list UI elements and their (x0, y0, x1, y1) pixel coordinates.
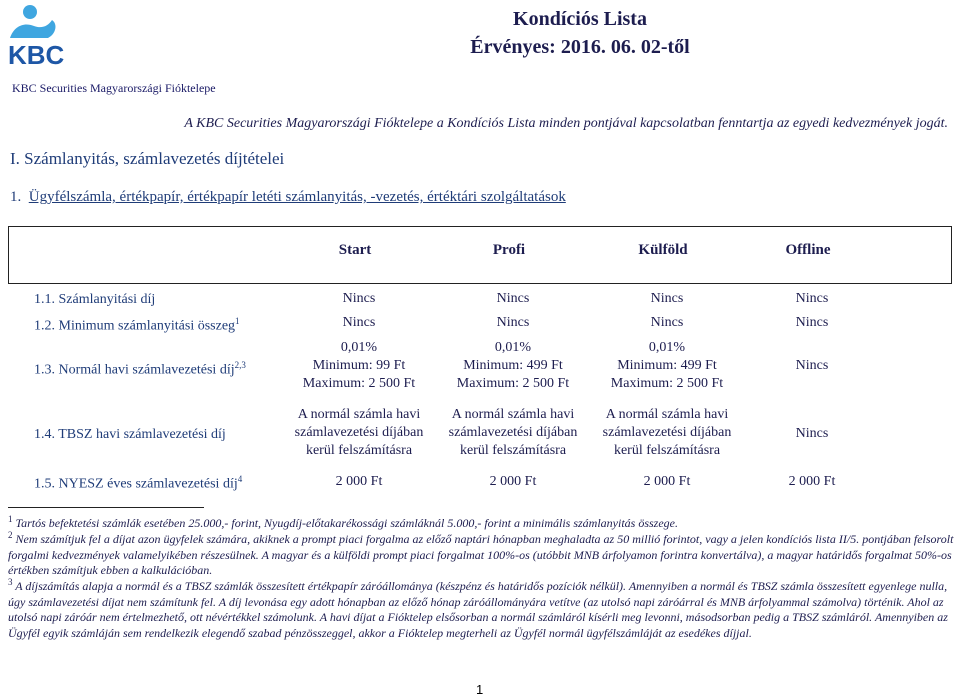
row-label-monthly-account-fee (34, 360, 246, 379)
fee-maximum: Maximum: 2 500 Ft (610, 376, 724, 391)
row-label-text: 1.5. NYESZ éves számlavezetési díj (34, 476, 238, 492)
fee-minimum: Minimum: 99 Ft (312, 358, 406, 373)
footnote-text: Nem számítjuk fel a díjat azon ügyfelek számára, akiknek a prompt piaci forgalma az előző naptári hónapban meghaladta az 50 millió forintot, vagy a jelen kondíciós lista II/5. pontjában felsorolt forgalmi kedvezmények valamelyikében részesülnek. A magyar és a külföldi prompt piaci forgalmat 100%-os (utóbbit MNB árfolyamon forintra konvertálva), a magyar határidős forgalmat 50%-os értékben számítjuk ebben a kalkulációban. (8, 532, 954, 577)
cell-1-4-start (284, 406, 434, 460)
cell-line: A normál számla havi (605, 407, 729, 422)
fee-rate: 0,01% (340, 340, 378, 355)
cell-1-5-profi: 2 000 Ft (489, 474, 537, 489)
column-header-offline: Offline (785, 242, 831, 258)
sub-heading (10, 189, 566, 206)
kbc-logo (8, 4, 78, 68)
intro-text: A KBC Securities Magyarországi Fióktelepe a Kondíciós Lista minden pontjával kapcsolatban fenntartja az egyedi kedvezmények jogát. (184, 116, 948, 131)
cell-1-2-kulfold: Nincs (650, 315, 684, 330)
footnote-text: Tartós befektetési számlák esetében 25.000,- forint, Nyugdíj-előtakarékossági számláknál 5.000,- forint a minimális számlanyitás összege. (15, 516, 679, 530)
cell-line: számlavezetési díjában (448, 425, 578, 440)
footnote-text: A díjszámítás alapja a normál és a TBSZ számlák összesített értékpapír záróállománya (készpénz és határidős pozíciók nélkül). Amennyiben a normál és TBSZ számla összesített egyenlege nulla, úgy számlavezetési díjat nem számítunk fel. A díj levonása egy adott hónapban az előző hónap záróállományára vetítve (az utolsó napi záróárral és MNB árfolyammal számolva) történik. Ahol az utolsó napi záróár nem értelmezhető, ott névértékkel számolunk. A havi díjat a Fióktelep elsősorban a normál számláról kísérli meg levonni, másodsorban pedig a TBSZ számláról. Amennyiben az Ügyfél egyik számláján sem rendelkezik elegendő szabad pénzösszeggel, akkor a Fióktelep megterheli az Ügyfél normál ügyfélszámláját az esedékes díjjal. (8, 579, 948, 640)
cell-line: számlavezetési díjában (602, 425, 732, 440)
fee-maximum: Maximum: 2 500 Ft (456, 376, 570, 391)
footnote-separator (8, 507, 204, 508)
cell-1-1-start: Nincs (342, 291, 376, 306)
fee-minimum: Minimum: 499 Ft (463, 358, 563, 373)
row-label-text: 1.4. TBSZ havi számlavezetési díj (34, 427, 226, 442)
fee-maximum: Maximum: 2 500 Ft (302, 376, 416, 391)
cell-1-3-start (284, 339, 434, 393)
fee-minimum: Minimum: 499 Ft (617, 358, 717, 373)
cell-1-2-start: Nincs (342, 315, 376, 330)
row-label-text: 1.1. Számlanyitási díj (34, 292, 156, 307)
section-heading: I. Számlanyitás, számlavezetés díjtételei (10, 149, 285, 168)
fee-rate: 0,01% (494, 340, 532, 355)
cell-1-3-offline (737, 357, 887, 375)
cell-1-1-offline: Nincs (795, 291, 829, 306)
cell-1-3-profi (438, 339, 588, 393)
cell-1-5-offline: 2 000 Ft (788, 474, 836, 489)
sub-heading-text: Ügyfélszámla, értékpapír, értékpapír letéti számlanyitás, -vezetés, értéktári szolgáltatások (28, 189, 566, 205)
page-title: Kondíciós Lista (513, 8, 647, 30)
column-header-start: Start (338, 242, 372, 258)
cell-line: kerül felszámításra (305, 443, 413, 458)
valid-from: Érvényes: 2016. 06. 02-től (470, 36, 690, 58)
cell-1-4-profi (438, 406, 588, 460)
row-label-text: 1.3. Normál havi számlavezetési díj (34, 362, 235, 378)
footnote-number: 3 (8, 577, 13, 587)
footnote-ref: 4 (237, 474, 243, 484)
footnote-3 (8, 575, 956, 641)
cell-1-5-kulfold: 2 000 Ft (643, 474, 691, 489)
cell-line: A normál számla havi (451, 407, 575, 422)
fee-value: Nincs (795, 358, 829, 373)
footnote-number: 2 (8, 530, 13, 540)
footnote-ref: 2,3 (234, 360, 246, 370)
kbc-logo-text: KBC (8, 40, 65, 68)
subsidiary-name: KBC Securities Magyarországi Fióktelepe (12, 81, 216, 95)
page-number: 1 (476, 682, 484, 697)
cell-1-2-profi: Nincs (496, 315, 530, 330)
cell-line: számlavezetési díjában (294, 425, 424, 440)
fee-value: Nincs (795, 426, 829, 441)
cell-line: A normál számla havi (297, 407, 421, 422)
cell-1-4-kulfold (592, 406, 742, 460)
column-header-kulfold: Külföld (638, 242, 688, 258)
column-header-profi: Profi (492, 242, 526, 258)
footnote-2 (8, 528, 956, 579)
row-label-account-opening-fee (34, 292, 155, 308)
cell-1-5-start: 2 000 Ft (335, 474, 383, 489)
cell-1-1-profi: Nincs (496, 291, 530, 306)
cell-1-3-kulfold (592, 339, 742, 393)
row-label-text: 1.2. Minimum számlanyitási összeg (34, 318, 236, 334)
footnote-ref: 1 (235, 316, 240, 326)
cell-line: kerül felszámításra (613, 443, 721, 458)
cell-1-4-offline (737, 425, 887, 443)
sub-heading-number: 1. (10, 189, 22, 205)
row-label-tbsz-monthly-fee (34, 427, 226, 443)
fee-rate: 0,01% (648, 340, 686, 355)
cell-line: kerül felszámításra (459, 443, 567, 458)
cell-1-2-offline: Nincs (795, 315, 829, 330)
row-label-minimum-opening-amount (34, 316, 240, 335)
cell-1-1-kulfold: Nincs (650, 291, 684, 306)
row-label-nyesz-annual-fee (34, 474, 242, 493)
footnote-number: 1 (8, 514, 13, 524)
